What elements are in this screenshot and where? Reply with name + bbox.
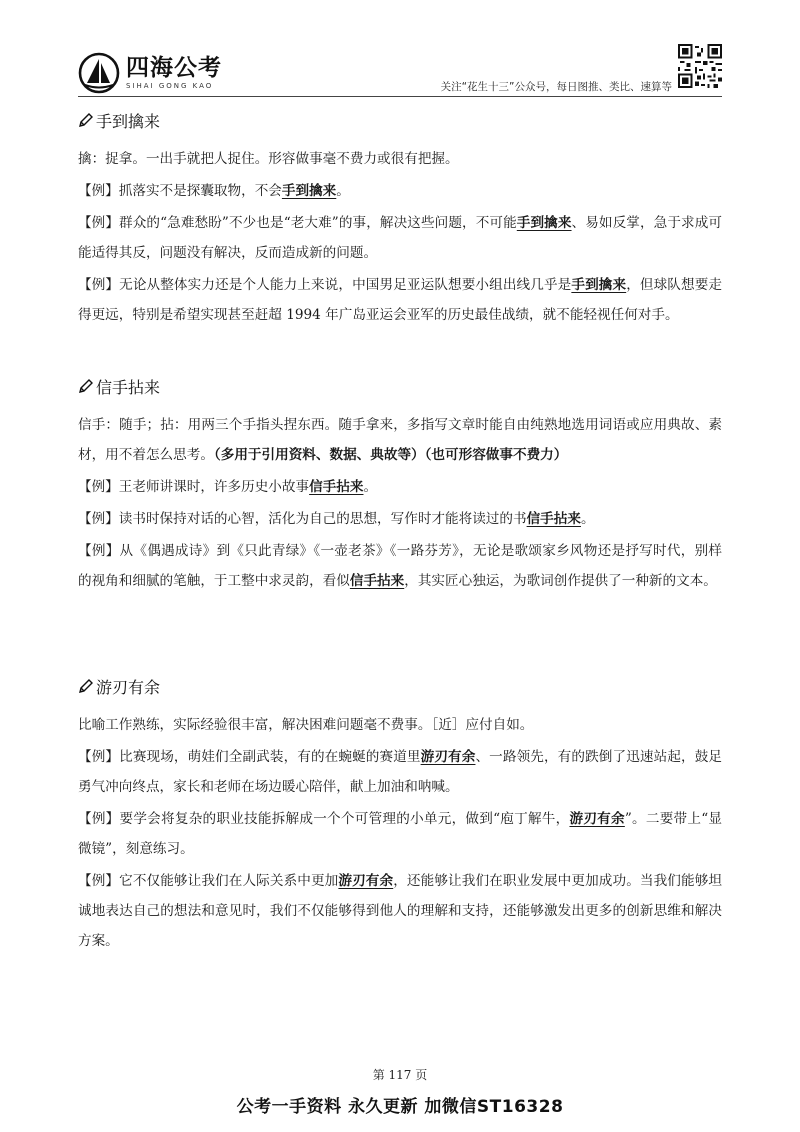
page-number: 第 117 页 bbox=[372, 1068, 428, 1082]
idiom-keyword: 游刃有余 bbox=[338, 873, 394, 889]
page-header bbox=[0, 0, 800, 100]
idiom-keyword: 手到擒来 bbox=[571, 277, 627, 293]
text-segment: 【例】要学会将复杂的职业技能拆解成一个个可管理的小单元，做到“庖丁解牛， bbox=[78, 811, 570, 827]
text-segment: 。 bbox=[336, 183, 350, 199]
idiom-keyword: 信手拈来 bbox=[309, 479, 364, 495]
text-segment: 【例】抓落实不是探囊取物，不会 bbox=[78, 183, 282, 199]
header-divider bbox=[78, 96, 722, 97]
idiom-section bbox=[78, 108, 722, 330]
idiom-keyword: 手到擒来 bbox=[516, 215, 572, 231]
idiom-keyword: 游刃有余 bbox=[420, 749, 476, 765]
text-segment: 【例】比赛现场，萌娃们全副武装，有的在蜿蜒的赛道里 bbox=[78, 749, 421, 765]
text-segment: 【例】它不仅能够让我们在人际关系中更加 bbox=[78, 873, 339, 889]
definition-text bbox=[78, 710, 722, 740]
header-tagline: 关注“花生十三”公众号，每日图推、类比、速算等 bbox=[440, 81, 672, 93]
section-title bbox=[78, 108, 722, 132]
section-title bbox=[78, 674, 722, 698]
pencil-icon bbox=[78, 378, 94, 394]
logo-subtitle: SIHAI GONG KAO bbox=[126, 82, 214, 90]
section-title-text: 信手拈来 bbox=[96, 377, 161, 397]
text-segment: 比喻工作熟练，实际经验很丰富，解决困难问题毫不费事。［近］应付自如。 bbox=[78, 717, 534, 733]
example-text bbox=[78, 536, 722, 596]
idiom-keyword: 手到擒来 bbox=[281, 183, 337, 199]
text-segment: 擒：捉拿。一出手就把人捉住。形容做事毫不费力或很有把握。 bbox=[78, 151, 459, 167]
text-segment: ，还能够让我们在职业发展中更加成功。当我们能够坦诚地表达自己的想法和意见时，我们不仅能够得到他人的理解和支持，还能够激发出更多的创新思维和解决方案。 bbox=[78, 873, 723, 949]
sail-logo-icon bbox=[78, 52, 120, 94]
text-segment: 、易如反掌，急于求成可能适得其反，问题没有解决，反而造成新的问题。 bbox=[78, 215, 723, 261]
text-segment: 【例】读书时保持对话的心智，活化为自己的思想，写作时才能将读过的书 bbox=[78, 511, 527, 527]
example-text bbox=[78, 504, 722, 534]
text-segment: 【例】无论从整体实力还是个人能力上来说，中国男足亚运队想要小组出线几乎是 bbox=[78, 277, 572, 293]
text-segment: ”。二要带上“显微镜”，刻意练习。 bbox=[78, 811, 723, 857]
logo-title: 四海公考 bbox=[126, 55, 222, 81]
definition-text bbox=[78, 410, 722, 470]
text-segment: 【例】从《偶遇成诗》到《只此青绿》《一壶老茶》《一路芬芳》，无论是歌颂家乡风物还是抒写时代，别样的视角和细腻的笔触，于工整中求灵韵，看似 bbox=[78, 543, 722, 589]
brand-logo bbox=[78, 52, 222, 94]
example-text bbox=[78, 176, 722, 206]
example-text bbox=[78, 208, 722, 268]
text-segment: 【例】群众的“急难愁盼”不少也是“老大难”的事，解决这些问题，不可能 bbox=[78, 215, 517, 231]
example-text bbox=[78, 472, 722, 502]
idiom-section bbox=[78, 674, 722, 956]
example-text bbox=[78, 270, 722, 330]
idiom-section bbox=[78, 374, 722, 596]
footer-banner: 公考一手资料 永久更新 加微信ST16328 bbox=[236, 1097, 564, 1117]
usage-note: （多用于引用资料、数据、典故等）（也可形容做事不费力） bbox=[213, 447, 568, 463]
section-title bbox=[78, 374, 722, 398]
idiom-keyword: 信手拈来 bbox=[349, 573, 405, 589]
text-segment: ，但球队想要走得更远，特别是希望实现甚至赶超 1994 年广岛亚运会亚军的历史最佳战绩，就不能轻视任何对手。 bbox=[78, 277, 723, 323]
definition-text bbox=[78, 144, 722, 174]
section-title-text: 手到擒来 bbox=[96, 111, 161, 131]
pencil-icon bbox=[78, 112, 94, 128]
example-text bbox=[78, 804, 722, 864]
text-segment: 【例】王老师讲课时，许多历史小故事 bbox=[78, 479, 310, 495]
example-text bbox=[78, 866, 722, 956]
qr-code-icon bbox=[678, 44, 722, 88]
text-segment: 信手：随手；拈：用两三个手指头捏东西。随手拿来，多指写文章时能自由纯熟地选用词语或应用典故、素材，用不着怎么思考。 bbox=[78, 417, 722, 463]
idiom-keyword: 信手拈来 bbox=[526, 511, 581, 527]
text-segment: ，其实匠心独运，为歌词创作提供了一种新的文本。 bbox=[404, 573, 717, 589]
text-segment: 。 bbox=[580, 511, 595, 527]
pencil-icon bbox=[78, 678, 94, 694]
idiom-keyword: 游刃有余 bbox=[569, 811, 625, 827]
text-segment: 、一路领先，有的跌倒了迅速站起，鼓足勇气冲向终点，家长和老师在场边暖心陪伴，献上加油和呐喊。 bbox=[78, 749, 723, 795]
section-title-text: 游刃有余 bbox=[96, 677, 161, 697]
text-segment: 。 bbox=[363, 479, 378, 495]
example-text bbox=[78, 742, 722, 802]
